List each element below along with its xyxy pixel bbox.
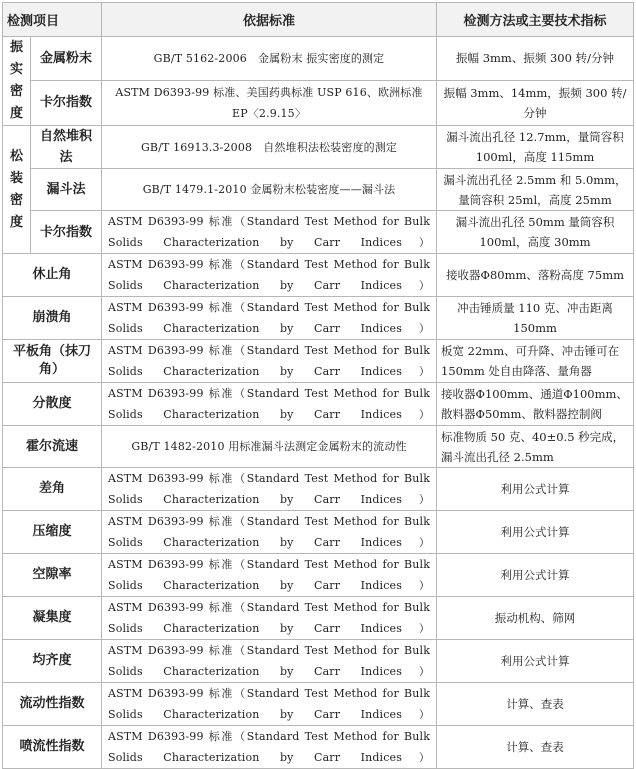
table-row — [3, 169, 634, 211]
group-bulk-density: 松装密度 — [3, 126, 31, 254]
row-method: 利用公式计算 — [437, 511, 634, 554]
table-row — [3, 726, 634, 769]
row-standard: ASTM D6393-99 标准（Standard Test Method for Bulk Solids Characterization by Carr Indices） — [102, 511, 437, 554]
table-row — [3, 80, 634, 125]
row-standard: ASTM D6393-99 标准（Standard Test Method for Bulk Solids Characterization by Carr Indices） — [102, 597, 437, 640]
table-row — [3, 597, 634, 640]
row-standard: ASTM D6393-99 标准（Standard Test Method for Bulk Solids Characterization by Carr Indices） — [102, 683, 437, 726]
row-item: 卡尔指数 — [31, 211, 102, 254]
row-method: 接收器Φ80mm、落粉高度 75mm — [437, 254, 634, 297]
row-standard: ASTM D6393-99 标准（Standard Test Method for Bulk Solids Characterization by Carr Indices） — [102, 254, 437, 297]
row-standard: ASTM D6393-99 标准（Standard Test Method for Bulk Solids Characterization by Carr Indices） — [102, 468, 437, 511]
row-item: 自然堆积法 — [31, 126, 102, 169]
test-items-table — [2, 2, 634, 769]
row-item: 卡尔指数 — [31, 80, 102, 125]
row-item: 喷流性指数 — [3, 726, 102, 769]
row-method: 振幅 3mm、振频 300 转/分钟 — [437, 37, 634, 81]
row-item: 压缩度 — [3, 511, 102, 554]
row-item: 霍尔流速 — [3, 426, 102, 468]
table-row — [3, 383, 634, 426]
row-item: 漏斗法 — [31, 169, 102, 211]
row-method: 冲击锤质量 110 克、冲击距离 150mm — [437, 297, 634, 340]
row-item: 凝集度 — [3, 597, 102, 640]
table-row — [3, 297, 634, 340]
row-item: 流动性指数 — [3, 683, 102, 726]
row-item: 崩溃角 — [3, 297, 102, 340]
group-tap-density: 振实密度 — [3, 37, 31, 126]
row-method: 振动机构、筛网 — [437, 597, 634, 640]
row-standard: ASTM D6393-99 标准（Standard Test Method for Bulk Solids Characterization by Carr Indices） — [102, 554, 437, 597]
row-item: 休止角 — [3, 254, 102, 297]
row-item: 分散度 — [3, 383, 102, 426]
table-row — [3, 37, 634, 81]
row-standard: GB/T 5162-2006 金属粉末 振实密度的测定 — [102, 37, 437, 81]
table-row — [3, 554, 634, 597]
row-standard: ASTM D6393-99 标准（Standard Test Method for Bulk Solids Characterization by Carr Indices） — [102, 340, 437, 383]
row-method: 板宽 22mm、可升降、冲击锤可在 150mm 处自由降落、量角器 — [437, 340, 634, 383]
row-method: 利用公式计算 — [437, 468, 634, 511]
row-standard: GB/T 1479.1-2010 金属粉末松装密度——漏斗法 — [102, 169, 437, 211]
row-standard: GB/T 1482-2010 用标准漏斗法测定金属粉末的流动性 — [102, 426, 437, 468]
row-standard: ASTM D6393-99 标准（Standard Test Method for Bulk Solids Characterization by Carr Indices） — [102, 211, 437, 254]
row-method: 漏斗流出孔径 2.5mm 和 5.0mm，量筒容积 25ml，高度 25mm — [437, 169, 634, 211]
row-method: 振幅 3mm、14mm，振频 300 转/分钟 — [437, 80, 634, 125]
table-row — [3, 511, 634, 554]
row-method: 计算、查表 — [437, 726, 634, 769]
row-standard: GB/T 16913.3-2008 自然堆积法松装密度的测定 — [102, 126, 437, 169]
table-row — [3, 683, 634, 726]
table-row — [3, 640, 634, 683]
table-row — [3, 211, 634, 254]
row-method: 利用公式计算 — [437, 554, 634, 597]
row-method: 标准物质 50 克、40±0.5 秒完成，漏斗流出孔径 2.5mm — [437, 426, 634, 468]
row-item: 空隙率 — [3, 554, 102, 597]
row-method: 计算、查表 — [437, 683, 634, 726]
row-method: 接收器Φ100mm、通道Φ100mm、散料器Φ50mm、散料器控制阀 — [437, 383, 634, 426]
header-method: 检测方法或主要技术指标 — [437, 3, 634, 37]
row-item: 金属粉末 — [31, 37, 102, 81]
row-item: 平板角（抹刀角） — [3, 340, 102, 383]
row-method: 利用公式计算 — [437, 640, 634, 683]
row-item: 差角 — [3, 468, 102, 511]
table-row — [3, 126, 634, 169]
header-item: 检测项目 — [3, 3, 102, 37]
table-row — [3, 254, 634, 297]
table-row — [3, 468, 634, 511]
row-method: 漏斗流出孔径 50mm 量筒容积 100ml，高度 30mm — [437, 211, 634, 254]
row-standard: ASTM D6393-99 标准（Standard Test Method for Bulk Solids Characterization by Carr Indices） — [102, 383, 437, 426]
row-standard: ASTM D6393-99 标准（Standard Test Method for Bulk Solids Characterization by Carr Indices） — [102, 640, 437, 683]
table-row — [3, 340, 634, 383]
table-header-row — [3, 3, 634, 37]
header-standard: 依据标准 — [102, 3, 437, 37]
row-standard: ASTM D6393-99 标准、美国药典标准 USP 616、欧洲标准 EP〈2.9.15〉 — [102, 80, 437, 125]
row-standard: ASTM D6393-99 标准（Standard Test Method for Bulk Solids Characterization by Carr Indices） — [102, 726, 437, 769]
row-method: 漏斗流出孔径 12.7mm，量筒容积 100ml，高度 115mm — [437, 126, 634, 169]
table-row — [3, 426, 634, 468]
row-item: 均齐度 — [3, 640, 102, 683]
row-standard: ASTM D6393-99 标准（Standard Test Method for Bulk Solids Characterization by Carr Indices） — [102, 297, 437, 340]
